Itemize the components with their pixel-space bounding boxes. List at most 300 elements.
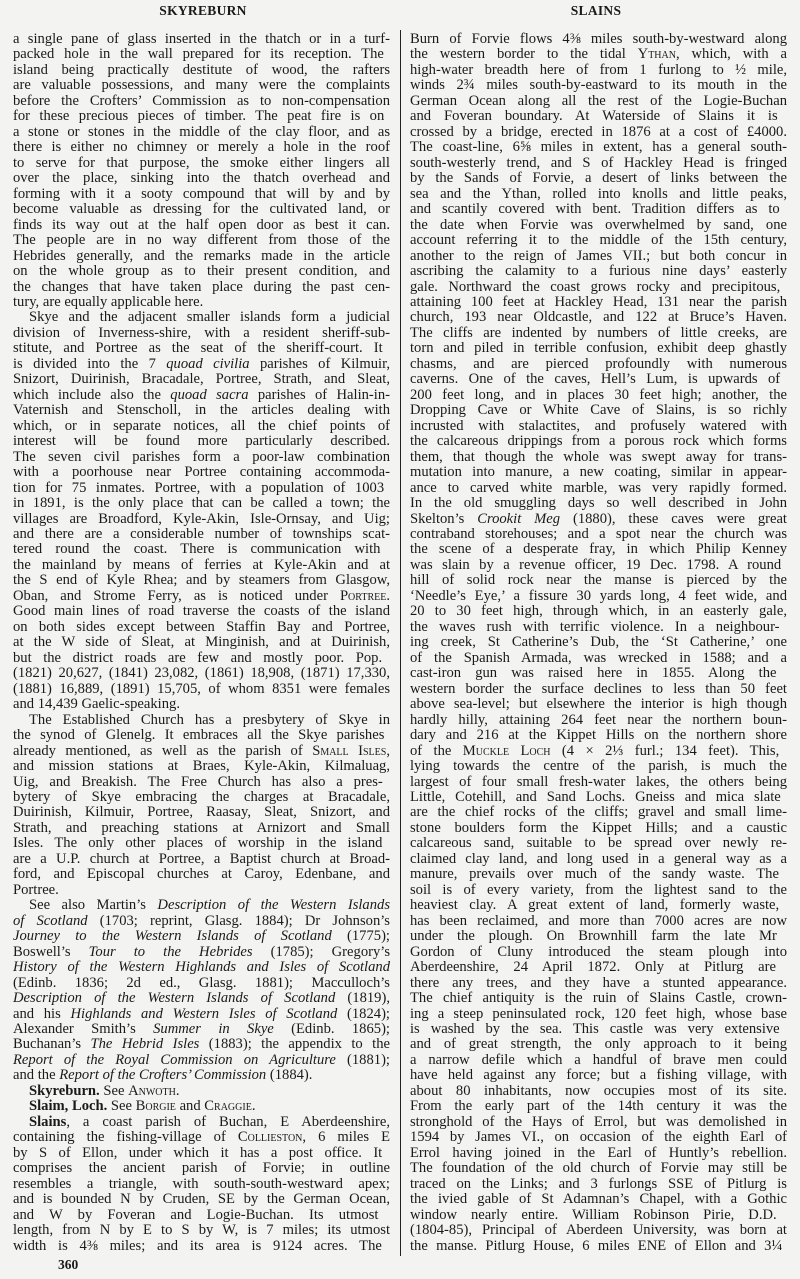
text-run: is washed by the sea. This castle was very extensive xyxy=(410,1021,780,1037)
text-run: are valuable possessions, and many were the complaints xyxy=(13,77,390,94)
text-line xyxy=(13,898,390,913)
text-run: comprises the ancient parish of Forvie; in outline xyxy=(13,1160,390,1177)
text-line xyxy=(13,821,390,836)
text-line xyxy=(410,32,787,47)
text-run: another to the reign of James VII.; but both concur in xyxy=(410,247,787,264)
entry-headword: Slaim, Loch. xyxy=(29,1098,108,1115)
text-line xyxy=(13,713,390,728)
text-line xyxy=(13,357,390,372)
italic-title: Report of the Crofters’ Commission xyxy=(59,1067,267,1084)
text-run: in 1891, is the only place that can be called a town; the xyxy=(13,495,390,512)
text-run: a single pane of glass inserted in the thatch or in a turf- xyxy=(13,31,390,47)
text-line xyxy=(13,156,390,171)
text-line xyxy=(410,481,787,496)
entry-headword: Slains xyxy=(29,1113,67,1130)
text-run: the synod of Glenelg. It embraces all the Skye parishes xyxy=(13,727,385,744)
text-line xyxy=(410,573,787,588)
text-line xyxy=(410,1022,787,1037)
text-line xyxy=(410,187,787,202)
text-line xyxy=(13,94,390,109)
text-run: chasms, and are pierced profoundly with numerous xyxy=(410,355,787,372)
text-run: with a poorhouse near Portree containing accommoda- xyxy=(13,464,390,481)
text-run: (1775); xyxy=(331,928,390,945)
text-run: (1785); Gregory’s xyxy=(252,943,391,960)
paragraph xyxy=(13,1099,390,1114)
text-run: Buchanan’s xyxy=(13,1036,91,1053)
text-run: ance to carved white marble, was very rapidly formed. xyxy=(410,479,787,496)
text-line xyxy=(13,604,390,619)
text-line xyxy=(410,1192,787,1207)
text-line xyxy=(410,666,787,681)
text-line xyxy=(13,1053,390,1068)
text-line xyxy=(13,310,390,325)
cross-reference: Craggie xyxy=(204,1098,252,1115)
text-line xyxy=(13,280,390,295)
text-run: caverns. One of the caves, Hell’s Lum, is upwards of xyxy=(410,371,781,388)
text-run: by S of Ellon, under which it has a post office. It xyxy=(13,1144,383,1161)
italic-title: Report of the Royal Commission on Agriculture xyxy=(13,1051,336,1068)
text-line xyxy=(13,542,390,557)
text-line xyxy=(410,1130,787,1145)
cross-reference: Ythan xyxy=(637,46,676,63)
text-line xyxy=(13,1068,390,1083)
text-run: 20 to 30 feet high, through which, in an easterly gale, xyxy=(410,603,787,620)
italic-title: Description of the Western Islands xyxy=(157,897,390,914)
text-run: interest will be found more particularly described. xyxy=(13,433,390,450)
text-run: (1824); xyxy=(337,1005,390,1022)
text-line xyxy=(410,1007,787,1022)
text-run: (Edinb. 1865); xyxy=(273,1021,390,1037)
text-line xyxy=(13,573,390,588)
running-head-right: SLAINS xyxy=(570,3,622,18)
text-line xyxy=(410,94,787,109)
text-line xyxy=(410,945,787,960)
text-line xyxy=(410,264,787,279)
page-number: 360 xyxy=(58,1257,79,1272)
text-line xyxy=(13,47,390,62)
text-line xyxy=(410,1208,787,1223)
text-run: hardly hilly, attaining 264 feet near the northern boun- xyxy=(410,711,787,728)
text-run: under the plough. On Brownhill farm the late Mr xyxy=(410,928,777,945)
text-run: about 80 inhabitants, now occupies most of its site. xyxy=(410,1082,787,1099)
text-run: Boswell’s xyxy=(13,943,89,960)
left-column xyxy=(13,32,390,1254)
text-run: finds its way out at the half open door as best it can. xyxy=(13,216,390,233)
text-run: the S end of Kyle Rhea; and by steamers from Glasgow, xyxy=(13,572,390,589)
text-run: has been reclaimed, and more than 7000 acres are now xyxy=(410,912,787,929)
text-line xyxy=(410,1099,787,1114)
text-run: Skelton’s xyxy=(410,510,478,527)
text-line xyxy=(410,156,787,171)
text-line xyxy=(13,341,390,356)
text-run: already mentioned, as well as the parish of xyxy=(13,742,313,759)
text-run: and xyxy=(175,1098,205,1115)
text-line xyxy=(410,465,787,480)
cross-reference: Portree xyxy=(339,587,387,604)
text-run: before the Crofters’ Commission as to non-compensation xyxy=(13,92,390,109)
text-run: and of great strength, the only approach to it being xyxy=(410,1036,787,1053)
text-run: window nearly entire. William Robinson Pirie, D.D. xyxy=(410,1206,777,1223)
text-line xyxy=(13,496,390,511)
running-head-left: SKYREBURN xyxy=(159,3,247,18)
text-line xyxy=(13,744,390,759)
text-run: at the W side of Sleat, at Minginish, and at Duirinish, xyxy=(13,634,390,651)
text-line xyxy=(410,496,787,511)
paragraph xyxy=(13,1084,390,1099)
text-line xyxy=(410,589,787,604)
text-run: a stone or stones in the middle of the clay floor, and as xyxy=(13,123,390,140)
text-run: (1804-85), Principal of Aberdeen University, was born at xyxy=(410,1222,787,1239)
text-run: Little, Cotehill, and Sand Lochs. Gneiss and mica slate xyxy=(410,788,781,805)
text-line xyxy=(13,125,390,140)
text-line xyxy=(13,434,390,449)
text-run: division of Inverness-shire, with a resident sheriff-sub- xyxy=(13,324,390,341)
text-line xyxy=(13,960,390,975)
text-run: parishes of Kilmuir, xyxy=(249,355,390,372)
text-run: , a coast parish of Buchan, E Aberdeenshire, xyxy=(66,1113,390,1130)
text-line xyxy=(13,620,390,635)
text-line xyxy=(13,403,390,418)
text-run: hill of solid rock near the manse is pierced by the xyxy=(410,572,787,589)
text-line xyxy=(13,481,390,496)
text-line xyxy=(13,1161,390,1176)
text-line xyxy=(13,914,390,929)
text-run: The seven civil parishes form a poor-law combination xyxy=(13,448,390,465)
text-line xyxy=(410,171,787,186)
text-line xyxy=(13,697,390,712)
right-column xyxy=(410,32,787,1254)
text-run: the mainland by means of ferries at Kyle-Akin and at xyxy=(13,556,390,573)
italic-title: Journey to the Western Islands of Scotland xyxy=(13,928,332,945)
paragraph xyxy=(410,32,787,1254)
text-line xyxy=(410,914,787,929)
text-line xyxy=(13,218,390,233)
text-run: The people are in no way different from those of the xyxy=(13,232,390,249)
text-run: crossed by a bridge, erected in 1876 at a cost of £4000. xyxy=(410,123,787,140)
text-run: a narrow defile which a handful of brave men could xyxy=(410,1051,787,1068)
text-run: the date when Forvie was overwhelmed by sand, one xyxy=(410,216,787,233)
cross-reference: Muckle Loch xyxy=(462,742,551,759)
text-line xyxy=(13,140,390,155)
text-line xyxy=(13,682,390,697)
text-line xyxy=(410,341,787,356)
text-run: attaining 100 feet at Hackley Head, 131 near the parish xyxy=(410,293,787,310)
text-line xyxy=(410,125,787,140)
text-run: Skye and the adjacent smaller islands form a judicial xyxy=(29,309,390,326)
text-line xyxy=(410,1177,787,1192)
text-run: Burn of Forvie flows 4⅜ miles south-by-westward along xyxy=(410,31,787,47)
text-run: but the district roads are few and mostly poor. Pop. xyxy=(13,649,383,666)
text-run: width is 4⅜ miles; and its area is 9124 acres. The xyxy=(13,1237,382,1254)
text-run: traced on the Links; and 3 furlongs SSE of Pitlurg is xyxy=(410,1175,787,1192)
text-run: calcareous sand, suitable to be spread over newly re- xyxy=(410,835,787,852)
paragraph xyxy=(13,310,390,712)
text-run: The coast-line, 6⅝ miles in extent, has a general south- xyxy=(410,139,787,156)
text-run: south-westerly trend, and S of Hackley Head is fringed xyxy=(410,154,787,171)
text-run: (1819), xyxy=(335,990,390,1007)
text-line xyxy=(410,372,787,387)
text-run: , 6 miles E xyxy=(302,1129,390,1146)
text-line xyxy=(13,852,390,867)
text-line xyxy=(410,512,787,527)
text-line xyxy=(13,512,390,527)
text-line xyxy=(13,372,390,387)
text-run: bytery of Skye embracing the charges at Bracadale, xyxy=(13,788,390,805)
text-line xyxy=(13,1177,390,1192)
text-run: the scene of a desperate fray, in which Philip Kenney xyxy=(410,541,787,558)
text-run: ing creek, St Catherine’s Dub, the ‘St Catherine,’ one xyxy=(410,634,787,651)
text-run: and Foveran boundary. At Waterside of Slains it is xyxy=(410,108,778,125)
text-line xyxy=(13,1239,390,1254)
cross-reference: Small Isles xyxy=(312,742,387,759)
text-line xyxy=(13,1022,390,1037)
text-line xyxy=(410,651,787,666)
text-line xyxy=(13,991,390,1006)
text-run: (1821) 20,627, (1841) 23,082, (1861) 18,908, (1871) 17,330, xyxy=(13,665,390,682)
text-line xyxy=(410,109,787,124)
text-line xyxy=(410,388,787,403)
text-line xyxy=(13,775,390,790)
paragraph xyxy=(13,1115,390,1254)
text-line xyxy=(410,558,787,573)
text-line xyxy=(13,867,390,882)
text-run: torn and piled in terrible confusion, exhibit deep ghastly xyxy=(410,340,787,357)
text-run: the manse. Pitlurg House, 6 miles ENE of Ellon and 3¼ xyxy=(410,1237,783,1254)
text-run: stronghold of the Hays of Errol, but was demolished in xyxy=(410,1113,787,1130)
text-run: containing the fishing-village of xyxy=(13,1129,238,1146)
text-run: (1884). xyxy=(266,1067,313,1084)
text-line xyxy=(410,403,787,418)
text-line xyxy=(13,1208,390,1223)
text-line xyxy=(13,187,390,202)
text-line xyxy=(410,775,787,790)
text-line xyxy=(13,976,390,991)
text-run: lying towards the centre of the parish, is much the xyxy=(410,758,787,775)
text-run: and scantily covered with bent. Tradition differs as to xyxy=(410,201,780,218)
text-run: become valuable as dressing for the cultivated land, or xyxy=(13,201,390,218)
text-run: incrusted with stalactites, and profusely watered with xyxy=(410,417,787,434)
text-line xyxy=(410,140,787,155)
text-run: and W by Foveran and Logie-Buchan. Its utmost xyxy=(13,1206,379,1223)
text-line xyxy=(13,1146,390,1161)
italic-title: Crookit Meg xyxy=(477,510,561,527)
text-run: them, that though the whole was swept away for trans- xyxy=(410,448,787,465)
text-run: length, from N by E to S by W, is 7 miles; its utmost xyxy=(13,1222,390,1239)
text-run: cast-iron gun was raised here in 1855. Along the xyxy=(410,665,777,682)
text-run: Portree. xyxy=(13,881,59,898)
text-line xyxy=(13,1037,390,1052)
text-line xyxy=(13,264,390,279)
text-run: (1881) 16,889, (1891) 15,705, of whom 8351 were females xyxy=(13,680,390,697)
text-line xyxy=(410,728,787,743)
text-run: was slain by a revenue officer, 19 Dec. 1798. A round xyxy=(410,556,782,573)
text-run: (1703; reprint, Glasg. 1884); Dr Johnson’s xyxy=(87,912,390,929)
text-run: . xyxy=(251,1098,256,1115)
text-run: largest of four small fresh-water lakes, the others being xyxy=(410,773,787,790)
text-line xyxy=(410,620,787,635)
text-run: the changes that have taken place during the past cen- xyxy=(13,278,390,295)
text-line xyxy=(410,419,787,434)
italic-title: Summer in Skye xyxy=(153,1021,274,1037)
text-run: 200 feet long, and in places 30 feet high; another, the xyxy=(410,386,787,403)
text-line xyxy=(13,109,390,124)
cross-reference: Collieston xyxy=(237,1129,303,1146)
text-run: are a U.P. church at Portree, a Baptist church at Broad- xyxy=(13,850,390,867)
text-line xyxy=(13,233,390,248)
text-line xyxy=(13,1084,390,1099)
text-line xyxy=(410,976,787,991)
italic-title: quoad sacra xyxy=(170,386,249,403)
text-run: Hebrides generally, and the remarks made in the article xyxy=(13,247,390,264)
text-run: sea and the Ythan, rolled into knolls and little peaks, xyxy=(410,185,787,202)
text-run: , which, with a xyxy=(675,46,787,63)
text-run: winds 2¾ miles south-by-eastward to its mouth in the xyxy=(410,77,787,94)
text-line xyxy=(13,589,390,604)
text-run: , xyxy=(386,742,390,759)
text-run: Dropping Cave or White Cave of Slains, is so richly xyxy=(410,402,787,419)
text-line xyxy=(410,867,787,882)
text-line xyxy=(13,929,390,944)
text-line xyxy=(410,836,787,851)
text-line xyxy=(13,635,390,650)
text-run: is divided into the 7 xyxy=(13,355,167,372)
text-run: (1883); the appendix to the xyxy=(199,1036,390,1053)
text-run: Snizort, Duirinish, Bracadale, Portree, Strath, and Sleat, xyxy=(13,371,390,388)
text-run: tury, are equally applicable here. xyxy=(13,293,204,310)
text-run: heaviest clay. A great extent of land, formerly waste, xyxy=(410,897,780,914)
text-line xyxy=(410,1239,787,1254)
text-line xyxy=(410,280,787,295)
text-line xyxy=(410,78,787,93)
text-run: on both sides except between Staffin Bay and Portree, xyxy=(13,618,390,635)
text-line xyxy=(13,419,390,434)
text-run: (4 × 2⅓ furl.; 134 feet). This, xyxy=(550,742,780,759)
text-run: German Ocean along all the rest of the Logie-Buchan xyxy=(410,92,787,109)
text-line xyxy=(410,682,787,697)
paragraph xyxy=(13,713,390,899)
text-run: 1594 by James VI., on occasion of the eighth Earl of xyxy=(410,1129,787,1146)
text-line xyxy=(13,32,390,47)
text-line xyxy=(410,542,787,557)
text-run: by the Sands of Forvie, a desert of links between the xyxy=(410,170,787,187)
text-line xyxy=(410,295,787,310)
text-line xyxy=(13,202,390,217)
text-line xyxy=(410,697,787,712)
text-run: (1880), these caves were great xyxy=(560,510,787,527)
text-line xyxy=(13,1130,390,1145)
text-line xyxy=(410,450,787,465)
text-line xyxy=(13,1115,390,1130)
text-run: are the chief rocks of the cliffs; gravel and small lime- xyxy=(410,804,787,821)
text-line xyxy=(410,310,787,325)
entry-headword: Skyreburn. xyxy=(29,1082,100,1099)
text-run: parishes of Halin-in- xyxy=(248,386,390,403)
text-line xyxy=(410,527,787,542)
text-run: The cliffs are indented by numbers of little creeks, are xyxy=(410,324,787,341)
text-run: of the xyxy=(410,742,463,759)
text-run: and mission stations at Braes, Kyle-Akin, Kilmaluag, xyxy=(13,758,390,775)
text-run: Errol having joined in the Earl of Huntly’s rebellion. xyxy=(410,1144,787,1161)
text-run: have held against any force; but a fishing village, with xyxy=(410,1067,787,1084)
text-line xyxy=(410,1223,787,1238)
text-run: on the whole group as to their present condition, and xyxy=(13,263,390,280)
text-run: mutation into manure, a new coating, similar in appear- xyxy=(410,464,787,481)
text-line xyxy=(410,357,787,372)
text-line xyxy=(410,1037,787,1052)
text-line xyxy=(410,63,787,78)
text-line xyxy=(13,527,390,542)
text-run: western border the surface declines to less than 50 feet xyxy=(410,680,787,697)
text-line xyxy=(13,1007,390,1022)
text-line xyxy=(410,233,787,248)
text-line xyxy=(13,171,390,186)
text-run: soil is of every variety, from the lightest sand to the xyxy=(410,881,787,898)
column-divider xyxy=(400,30,401,1256)
text-line xyxy=(13,295,390,310)
text-line xyxy=(410,202,787,217)
text-run: Strath, and preaching stations at Arnizort and Small xyxy=(13,819,390,836)
text-run: Alexander Smith’s xyxy=(13,1021,154,1037)
text-line xyxy=(410,434,787,449)
text-run: Isles. The only other places of worship in the island xyxy=(13,835,383,852)
text-line xyxy=(13,666,390,681)
text-run: contraband storehouses; and a spot near the church was xyxy=(410,526,787,542)
text-line xyxy=(410,852,787,867)
text-line xyxy=(410,1053,787,1068)
text-run: tered round the coast. There is communication with xyxy=(13,541,381,558)
text-line xyxy=(410,898,787,913)
text-run: Good main lines of road traverse the coasts of the island xyxy=(13,603,390,620)
text-run: over the place, sinking into the thatch overhead and xyxy=(13,170,390,187)
text-line xyxy=(13,326,390,341)
text-run: The foundation of the old church of Forvie may still be xyxy=(410,1160,787,1177)
cross-reference: Anwoth xyxy=(128,1082,176,1099)
text-line xyxy=(410,991,787,1006)
text-run: the western border to the tidal xyxy=(410,46,638,63)
text-run: which include also the xyxy=(13,386,171,403)
text-run: Vaternish and Stenscholl, in the articles dealing with xyxy=(13,402,390,419)
text-run: stitute, and Portree as the seat of the sheriff-court. It xyxy=(13,340,383,357)
text-line xyxy=(410,960,787,975)
text-run: church, 193 near Oldcastle, and 122 at Bruce’s Haven. xyxy=(410,309,787,326)
text-run: . xyxy=(175,1082,180,1099)
text-line xyxy=(410,713,787,728)
text-run: See xyxy=(99,1082,129,1099)
text-run: Duirinish, Kilmuir, Portree, Raasay, Sleat, Snizort, and xyxy=(13,804,390,821)
text-run: which, or in separate notices, all the chief points of xyxy=(13,417,390,434)
text-line xyxy=(13,558,390,573)
text-run: stone boulders form the Kippet Hills; and a caustic xyxy=(410,819,787,836)
text-line xyxy=(13,651,390,666)
text-line xyxy=(13,63,390,78)
text-run: forming with it a sooty compound that will by and by xyxy=(13,185,390,202)
text-run: ascribing the calamity to a furious nine days’ easterly xyxy=(410,263,787,280)
text-run: account referring it to the middle of the 15th century, xyxy=(410,232,787,249)
italic-title: Highlands and Western Isles of Scotland xyxy=(70,1005,338,1022)
text-line xyxy=(410,218,787,233)
paragraph xyxy=(13,32,390,310)
text-line xyxy=(410,635,787,650)
text-line xyxy=(410,929,787,944)
text-line xyxy=(410,249,787,264)
text-line xyxy=(410,1161,787,1176)
text-line xyxy=(410,604,787,619)
text-run: Gordon of Cluny introduced the steam plough into xyxy=(410,943,787,960)
text-line xyxy=(410,805,787,820)
text-line xyxy=(13,805,390,820)
text-line xyxy=(13,78,390,93)
text-line xyxy=(410,326,787,341)
